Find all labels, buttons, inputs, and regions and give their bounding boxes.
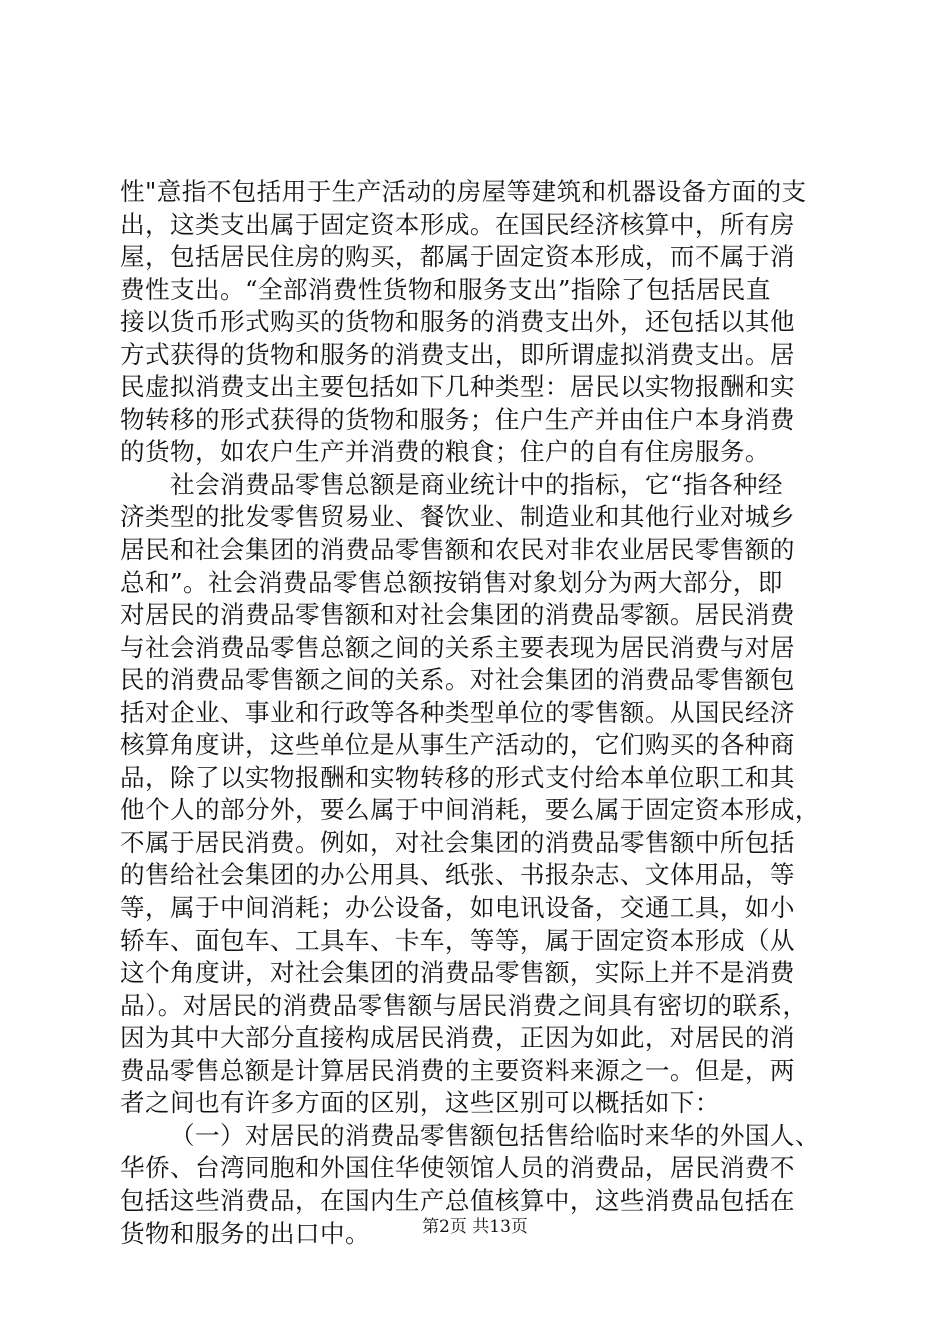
text-line: 货物和服务的出口中。 [120, 1218, 370, 1248]
text-line: 轿车、面包车、工具车、卡车，等等，属于固定资本形成（从 [120, 925, 795, 955]
text-line: 方式获得的货物和服务的消费支出，即所谓虚拟消费支出。居 [120, 339, 795, 369]
text-line: 品，除了以实物报酬和实物转移的形式支付给本单位职工和其 [120, 762, 795, 792]
text-line: 对居民的消费品零售额和对社会集团的消费品零额。居民消费 [120, 600, 795, 630]
text-line: 民的消费品零售额之间的关系。对社会集团的消费品零售额包 [120, 665, 795, 695]
text-line: 性"意指不包括用于生产活动的房屋等建筑和机器设备方面的支 [120, 177, 807, 206]
text-line: 因为其中大部分直接构成居民消费，正因为如此，对居民的消 [120, 1023, 795, 1053]
text-line: 华侨、台湾同胞和外国住华使领馆人员的消费品，居民消费不 [120, 1153, 795, 1183]
text-line: 的货物，如农户生产并消费的粮食；住户的自有住房服务。 [120, 437, 770, 467]
text-line: 的售给社会集团的办公用具、纸张、书报杂志、文体用品，等 [120, 860, 795, 890]
text-line: 接以货币形式购买的货物和服务的消费支出外，还包括以其他 [120, 307, 795, 337]
text-line: 物转移的形式获得的货物和服务；住户生产并由住户本身消费 [120, 404, 795, 434]
paragraph [120, 176, 832, 469]
text-line: 民虚拟消费支出主要包括如下几种类型：居民以实物报酬和实 [120, 372, 795, 402]
text-line: 总和”。社会消费品零售总额按销售对象划分为两大部分，即 [120, 567, 783, 597]
text-line: 与社会消费品零售总额之间的关系主要表现为居民消费与对居 [120, 632, 795, 662]
page-number: 第2页 共13页 [422, 1217, 528, 1237]
text-line: 费品零售总额是计算居民消费的主要资料来源之一。但是，两 [120, 1055, 795, 1085]
body-text [120, 176, 832, 1250]
text-line: 济类型的批发零售贸易业、餐饮业、制造业和其他行业对城乡 [120, 502, 795, 532]
text-line: 等，属于中间消耗；办公设备，如电讯设备，交通工具，如小 [120, 893, 795, 923]
paragraph [120, 469, 832, 1120]
text-line: （一）对居民的消费品零售额包括售给临时来华的外国人、 [170, 1120, 820, 1150]
text-line: 者之间也有许多方面的区别，这些区别可以概括如下： [120, 1088, 720, 1118]
page-footer [0, 1216, 950, 1238]
text-line: 屋，包括居民住房的购买，都属于固定资本形成，而不属于消 [120, 242, 795, 272]
text-line: 这个角度讲，对社会集团的消费品零售额，实际上并不是消费 [120, 958, 795, 988]
text-line: 出，这类支出属于固定资本形成。在国民经济核算中，所有房 [120, 209, 795, 239]
text-line: 费性支出。“全部消费性货物和服务支出”指除了包括居民直 [120, 274, 771, 304]
text-line: 不属于居民消费。例如，对社会集团的消费品零售额中所包括 [120, 827, 795, 857]
text-line: 他个人的部分外，要么属于中间消耗，要么属于固定资本形成， [120, 795, 820, 825]
text-line: 社会消费品零售总额是商业统计中的指标，它“指各种经 [170, 469, 783, 499]
text-line: 括对企业、事业和行政等各种类型单位的零售额。从国民经济 [120, 697, 795, 727]
text-line: 居民和社会集团的消费品零售额和农民对非农业居民零售额的 [120, 535, 795, 565]
text-line: 品）。对居民的消费品零售额与居民消费之间具有密切的联系， [120, 990, 808, 1020]
text-line: 核算角度讲，这些单位是从事生产活动的，它们购买的各种商 [120, 730, 795, 760]
text-line: 包括这些消费品，在国内生产总值核算中，这些消费品包括在 [120, 1185, 795, 1215]
